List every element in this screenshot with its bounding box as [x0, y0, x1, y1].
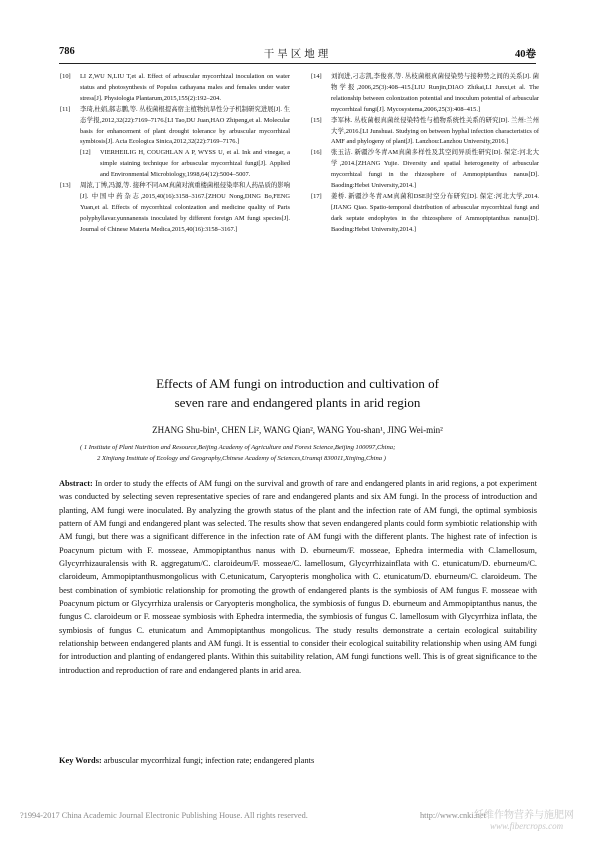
reference-number: [17] [311, 192, 322, 200]
reference-item [311, 192, 539, 236]
title-line-2: seven rare and endangered plants in arid region [174, 395, 421, 410]
reference-number: [14] [311, 73, 322, 80]
reference-number: [11] [60, 105, 71, 113]
copyright-notice: ?1994-2017 China Academic Journal Electronic Publishing House. All rights reserved. [20, 811, 308, 820]
title-line-1: Effects of AM fungi on introduction and cultivation of [156, 376, 439, 391]
reference-number: [16] [311, 149, 322, 157]
reference-item [311, 116, 539, 149]
keywords-text: arbuscular mycorrhizal fungi; infection rate; endangered plants [103, 756, 315, 765]
reference-number: [15] [311, 116, 322, 124]
abstract-text: In order to study the effects of AM fungi on the survival and growth of rare and endangered plants in arid regions, a pot experiment was conducted by selecting seven representative species of rare and endangered plants and six AM fungi. In the process of introduction and planting, AM fungi were inoculated. By analyzing the growth status of the plant and the infection rate of AM fungi, the optimal symbiosis pattern of AM fungi and endangered plant was selected. The results show that seven endangered plants could form symbiotic relationship with AM fungi, but there was a significant difference in the infection rate of AM fungi with the different plants. The highest rate of infection is Poacynum pictum with F. mosseae, Ammopiptanthus nanus with D. eburneum/F. mosseae, Ephedra intermedia with C.lamellosum, Glycyrrhizauralensis with R. aggregatum/C. claroideum/F. mosseae/C. lamellosum, Glycyrrhizainflata with C. etunicatum/D. eburneum/C. claroideum, Ammopiptanthusmongolicus with C.etunicatum, Caryopteris mongholica with C. etunicatum/D. eburneum/C. claroideum. The best combination of symbiotic relationship for promoting the growth of endangered plants is the symbiosis of AM fungus F. mosseae with Poacynum pictum or Glycyrrhiza uralensis or Caryopteris mongholica, the symbiosis of fungus D. eburneum and Ammopiptanthus nanus, the fungus C. claroideum or F. mosseae symbiosis with Ephedra intermedia, the symbiosis of fungus C. lamellosum with Glycyrrhiza inflata, the symbiosis of fungus C. etunicatum and Ammopiptanthus mongolicus. The study results demonstrate a certain ecological suitability relationship between endangered plants and AM fungi. It is essential to consider their ecological suitability relationship when using AM fungi for introduction and planting of endangered plants. Within this suitability relation, AM fungi functions well. This is of great significance to the introduction and reproduction of rare and endangered plants in arid area. [59, 479, 537, 675]
reference-text: LI Z,WU N,LIU T,et al. Effect of arbuscular mycorrhizal inoculation on water status and photosynthesis of Populus cathayana males and females under water stress[J]. Physiologia Plantarum,2015,155(2):192–204. [80, 73, 290, 102]
running-header [59, 46, 536, 62]
reference-item [311, 72, 539, 116]
reference-number: [12] [80, 149, 91, 157]
keywords [59, 756, 537, 765]
reference-text: 周浓,丁博,冯源,等. 接种不同AM真菌对滇重楼菌根侵染率和人药品质的影响[J]. 中国中药杂志,2015,40(16):3158–3167.[ZHOU Nong,DING Bo,FENG Yuan,et al. Effects of mycorrhizal colonization and medicine quality of Paris polyphyllavar.yunnanensis inoculated by different foreign AM fungi species[J]. Journal of Chinese Materia Medica,2015,40(16):3158–3167.] [80, 182, 291, 233]
reference-item [311, 148, 539, 192]
affiliation-1: ( 1 Institute of Plant Nutrition and Resource,Beijing Academy of Agriculture and Forest Science,Beijing 100097,China; [80, 444, 396, 451]
reference-item [60, 72, 290, 105]
journal-name: 干旱区地理 [263, 49, 332, 60]
affiliation-2: 2 Xinjiang Institute of Ecology and Geography,Chinese Academy of Sciences,Urumqi 830011,Xinjing,China ) [97, 454, 386, 462]
reference-item [60, 148, 290, 181]
references-left-column [60, 72, 290, 236]
watermark-site-name: 纤维作物营养与施肥网 [474, 810, 574, 821]
reference-text: 姜桥. 新疆沙冬青AM真菌和DSE时空分布研究[D]. 保定:河北大学,2014.[JIANG Qiao. Spatio-temporal distribution of arbuscular mycorrhizal fungi and dark septate endophytes in the rhizosphere of Ammopiptanthus nanus[D]. Baoding:Hebei University,2014.] [331, 192, 539, 233]
reference-text: 刘润进,刁志凯,李俊喜,等. 丛枝菌根真菌侵染势与接种势之间的关系[J]. 菌物学报,2006,25(3):408–415.[LIU Runjin,DIAO Zhikai,LI Junxi,et al. The relationship between colonization potential and inoculum potential of arbuscular mycorrhizal fungi[J]. Mycosystema,2006,25(3):408–415.] [331, 73, 539, 113]
keywords-label: Key Words: [59, 756, 102, 765]
page-number: 786 [59, 46, 75, 57]
reference-item [60, 105, 290, 149]
reference-number: [13] [60, 182, 71, 190]
abstract [59, 477, 537, 677]
footer-url[interactable]: http://www.cnki.net [420, 811, 486, 820]
affiliations [80, 443, 530, 464]
article-title [0, 374, 595, 412]
abstract-label: Abstract: [59, 479, 93, 488]
volume-label: 40卷 [515, 49, 536, 60]
reference-text: 张玉洁. 新疆沙冬青AM真菌多样性及其空间异质性研究[D]. 保定:河北大学,2014.[ZHANG Yujie. Diversity and spatial heterogeneity of arbuscular mycorrhizal fungi in the rhizosphere of Ammopiptanthus nanus[D]. Baoding:Hebei University,2014.] [331, 149, 539, 190]
references-right-column [311, 72, 539, 236]
author-list: ZHANG Shu-bin¹, CHEN Li², WANG Qian², WANG You-shan¹, JING Wei-min² [152, 425, 443, 435]
reference-item [60, 181, 290, 236]
reference-number: [10] [60, 73, 71, 80]
header-rule [59, 63, 536, 64]
watermark-site-url: www.fibercrops.com [490, 821, 564, 831]
reference-text: 李军林. 丛枝菌根真菌丝侵染特性与植物系统性关系的研究[D]. 兰州:兰州大学,2016.[LI Junshuai. Studying on between hyphal infection characteristics of AMF and phylogeny of plant[J]. Lanzhou:Lanzhou University,2016.] [331, 116, 539, 146]
reference-text: 李琦,杜娟,郝志鹏,等. 丛枝菌根提高宿主植物抗旱性分子机制研究进展[J]. 生态学报,2012,32(22):7169–7176.[LI Tao,DU Juan,HAO Zhipeng,et al. Molecular basis for enhancement of plant drought tolerance by arbuscular mycorrhizal symbiosis[J]. Acta Ecologica Sinica,2012,32(22):7169–7176.] [80, 105, 290, 146]
reference-text: VIERHEILIG H, COUGHLAN A P, WYSS U, et al. Ink and vinegar, a simple staining technique for arbuscular mycorrhizal fungi[J]. Applied and Environmental Microbiology,1998,64(12):5004–5007. [100, 149, 290, 179]
